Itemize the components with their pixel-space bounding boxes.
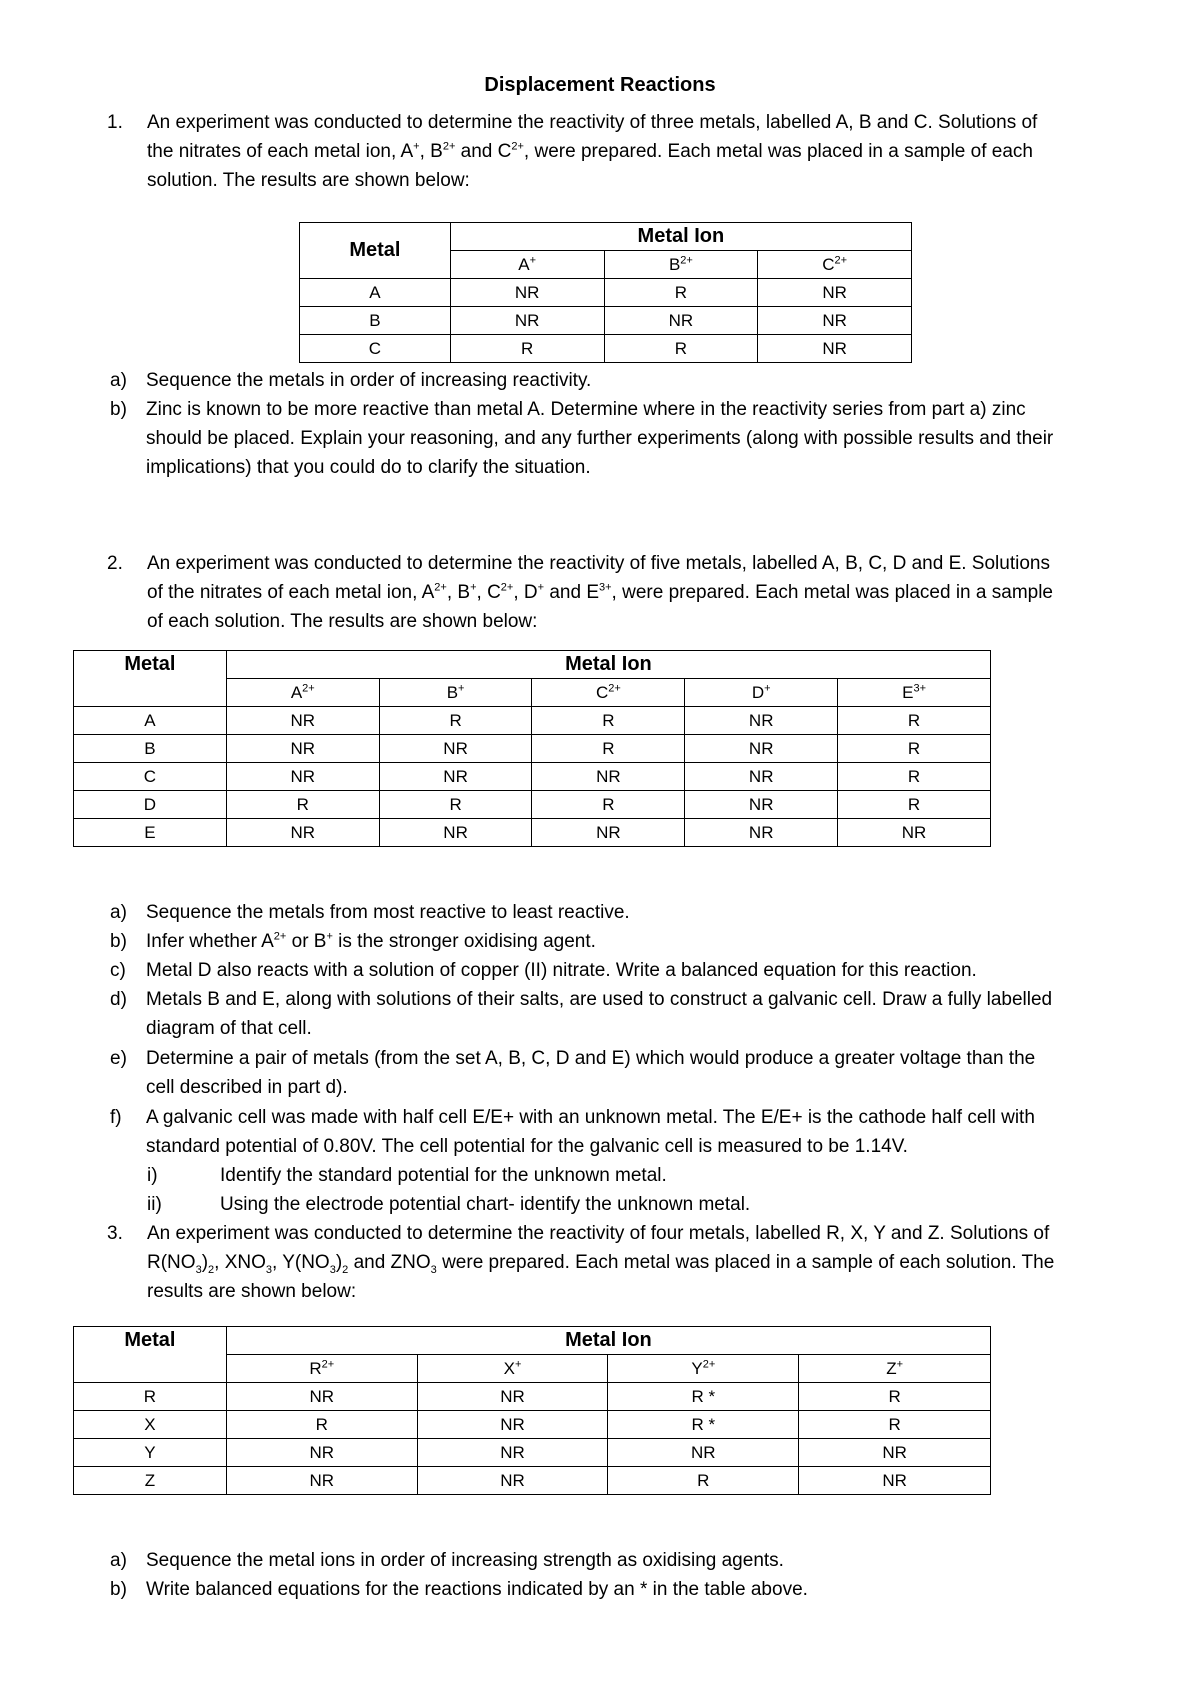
q3-part-a-text: Sequence the metal ions in order of increasing strength as oxidising agents. bbox=[146, 1550, 784, 1571]
q3-line-2: $R(NO_3)_2$, $XNO_3$, $Y(NO_3)_2$ and $ZNO_3$ were prepared. Each metal was placed in a sample of each solution. The bbox=[147, 1252, 1055, 1276]
q3-line-1: An experiment was conducted to determine the reactivity of four metals, labelled R, X, Y and Z. Solutions of bbox=[147, 1223, 1050, 1244]
result-cell: NR bbox=[758, 335, 912, 363]
part-label: a) bbox=[110, 370, 127, 391]
q2-part-f-i bbox=[147, 1161, 1150, 1190]
result-cell: NR bbox=[226, 735, 379, 763]
ion-header-c: $C^{2+}$ bbox=[532, 679, 685, 707]
result-cell: R bbox=[608, 1467, 799, 1495]
result-cell: NR bbox=[532, 819, 685, 847]
q2-part-a-text: Sequence the metals from most reactive to least reactive. bbox=[146, 902, 630, 923]
result-cell: NR bbox=[608, 1439, 799, 1467]
result-cell: R bbox=[532, 735, 685, 763]
q2-part-d bbox=[110, 985, 1156, 1043]
part-label: c) bbox=[110, 960, 126, 981]
table-row bbox=[74, 1467, 991, 1495]
part-label: b) bbox=[110, 399, 127, 420]
q1-line-1: An experiment was conducted to determine the reactivity of three metals, labelled A, B and C. Solutions of bbox=[147, 112, 1038, 133]
table-row bbox=[300, 279, 912, 307]
page-title: Displacement Reactions bbox=[484, 74, 716, 96]
q3-results-table bbox=[73, 1326, 991, 1495]
q1-part-a-text: Sequence the metals in order of increasing reactivity. bbox=[146, 370, 592, 391]
metal-header: Metal bbox=[300, 223, 451, 279]
result-cell: NR bbox=[450, 307, 604, 335]
question-2 bbox=[107, 549, 1157, 636]
q1-part-b bbox=[110, 395, 1156, 482]
result-cell: R bbox=[226, 1411, 417, 1439]
result-cell: NR bbox=[799, 1439, 991, 1467]
result-cell: NR bbox=[379, 819, 532, 847]
part-label: e) bbox=[110, 1048, 127, 1069]
part-label: d) bbox=[110, 989, 127, 1010]
q2-part-d-line-1: Metals B and E, along with solutions of their salts, are used to construct a galvanic cell. Draw a fully labelled bbox=[146, 989, 1053, 1010]
result-cell: NR bbox=[758, 307, 912, 335]
q1-part-b-line-1: Zinc is known to be more reactive than metal A. Determine where in the reactivity series from part a) zinc bbox=[146, 399, 1026, 420]
table-row bbox=[74, 763, 991, 791]
ion-header-e: $E^{3+}$ bbox=[838, 679, 991, 707]
metal-cell: E bbox=[74, 819, 227, 847]
result-cell: R bbox=[838, 707, 991, 735]
q2-part-f-i-text: Identify the standard potential for the unknown metal. bbox=[220, 1165, 667, 1186]
result-cell: NR bbox=[838, 819, 991, 847]
metal-cell: A bbox=[300, 279, 451, 307]
ion-header-y: $Y^{2+}$ bbox=[608, 1355, 799, 1383]
part-label: f) bbox=[110, 1107, 122, 1128]
q3-line-3: results are shown below: bbox=[147, 1281, 357, 1302]
ion-header-d: D+ bbox=[685, 679, 838, 707]
result-cell: NR bbox=[226, 707, 379, 735]
table-row bbox=[300, 307, 912, 335]
result-cell: R bbox=[799, 1383, 991, 1411]
metal-cell: R bbox=[74, 1383, 227, 1411]
metal-cell: B bbox=[300, 307, 451, 335]
table-row bbox=[74, 1411, 991, 1439]
result-cell: NR bbox=[226, 1439, 417, 1467]
ion-header-b: $B^{2+}$ bbox=[604, 251, 758, 279]
result-cell: NR bbox=[450, 279, 604, 307]
result-cell: R * bbox=[608, 1411, 799, 1439]
ion-header-b: B+ bbox=[379, 679, 532, 707]
question-number: 2. bbox=[107, 553, 123, 574]
metal-ion-header: Metal Ion bbox=[226, 1327, 990, 1355]
q2-part-e-line-1: Determine a pair of metals (from the set A, B, C, D and E) which would produce a greater voltage than the bbox=[146, 1048, 1036, 1069]
q2-line-2: of the nitrates of each metal ion, $A^{2+}$, B+, $C^{2+}$, D+ and $E^{3+}$, were prepared. Each metal was placed in a sample bbox=[147, 581, 1053, 603]
result-cell: R * bbox=[608, 1383, 799, 1411]
result-cell: NR bbox=[685, 791, 838, 819]
q2-part-a bbox=[110, 898, 1156, 927]
part-label: a) bbox=[110, 902, 127, 923]
q3-part-b bbox=[110, 1575, 1156, 1604]
result-cell: NR bbox=[226, 763, 379, 791]
result-cell: NR bbox=[417, 1411, 608, 1439]
q1-part-a bbox=[110, 366, 1156, 395]
result-cell: NR bbox=[758, 279, 912, 307]
result-cell: NR bbox=[685, 763, 838, 791]
result-cell: NR bbox=[226, 819, 379, 847]
q2-line-3: of each solution. The results are shown below: bbox=[147, 611, 538, 632]
result-cell: R bbox=[226, 791, 379, 819]
metal-cell: C bbox=[300, 335, 451, 363]
result-cell: NR bbox=[379, 735, 532, 763]
result-cell: R bbox=[379, 791, 532, 819]
result-cell: NR bbox=[799, 1467, 991, 1495]
result-cell: R bbox=[838, 763, 991, 791]
result-cell: NR bbox=[226, 1383, 417, 1411]
table-row bbox=[300, 335, 912, 363]
q2-part-c bbox=[110, 956, 1156, 985]
q2-part-f-ii-text: Using the electrode potential chart- identify the unknown metal. bbox=[220, 1194, 751, 1215]
table-row bbox=[74, 1439, 991, 1467]
result-cell: R bbox=[450, 335, 604, 363]
q2-part-b bbox=[110, 927, 1156, 956]
question-3 bbox=[107, 1219, 1157, 1306]
result-cell: NR bbox=[417, 1467, 608, 1495]
metal-ion-header: Metal Ion bbox=[226, 651, 990, 679]
q2-part-d-line-2: diagram of that cell. bbox=[146, 1018, 312, 1039]
q1-part-b-line-2: should be placed. Explain your reasoning, and any further experiments (along with possible results and their bbox=[146, 428, 1054, 449]
ion-header-x: X+ bbox=[417, 1355, 608, 1383]
result-cell: NR bbox=[417, 1383, 608, 1411]
result-cell: R bbox=[604, 279, 758, 307]
q2-part-e bbox=[110, 1044, 1156, 1102]
result-cell: NR bbox=[604, 307, 758, 335]
q2-part-f-line-2: standard potential of 0.80V. The cell potential for the galvanic cell is measured to be 1.14V. bbox=[146, 1136, 908, 1157]
metal-cell: Z bbox=[74, 1467, 227, 1495]
result-cell: R bbox=[604, 335, 758, 363]
q1-line-2: the nitrates of each metal ion, A+, $B^{2+}$ and $C^{2+}$, were prepared. Each metal was placed in a sample of each bbox=[147, 140, 1033, 162]
table-row bbox=[74, 1383, 991, 1411]
metal-cell: B bbox=[74, 735, 227, 763]
ion-header-a: $A^{2+}$ bbox=[226, 679, 379, 707]
part-label: ii) bbox=[147, 1194, 162, 1215]
part-label: i) bbox=[147, 1165, 158, 1186]
metal-cell: X bbox=[74, 1411, 227, 1439]
metal-cell: D bbox=[74, 791, 227, 819]
q2-results-table bbox=[73, 650, 991, 847]
result-cell: NR bbox=[685, 819, 838, 847]
table-row bbox=[74, 791, 991, 819]
q2-part-f-line-1: A galvanic cell was made with half cell E/E+ with an unknown metal. The E/E+ is the cathode half cell with bbox=[146, 1107, 1035, 1128]
table-row bbox=[74, 707, 991, 735]
result-cell: NR bbox=[417, 1439, 608, 1467]
part-label: b) bbox=[110, 1579, 127, 1600]
part-label: b) bbox=[110, 931, 127, 952]
question-1 bbox=[107, 108, 1157, 195]
result-cell: R bbox=[532, 707, 685, 735]
table-row bbox=[74, 735, 991, 763]
q2-part-c-text: Metal D also reacts with a solution of copper (II) nitrate. Write a balanced equation for this reaction. bbox=[146, 960, 977, 981]
q3-part-a bbox=[110, 1546, 1156, 1575]
result-cell: NR bbox=[532, 763, 685, 791]
q2-line-1: An experiment was conducted to determine the reactivity of five metals, labelled A, B, C, D and E. Solutions bbox=[147, 553, 1050, 574]
result-cell: NR bbox=[685, 707, 838, 735]
ion-header-r: $R^{2+}$ bbox=[226, 1355, 417, 1383]
metal-cell: C bbox=[74, 763, 227, 791]
metal-header: Metal bbox=[74, 1327, 227, 1383]
metal-cell: A bbox=[74, 707, 227, 735]
q3-part-b-text: Write balanced equations for the reactions indicated by an * in the table above. bbox=[146, 1579, 808, 1600]
result-cell: R bbox=[799, 1411, 991, 1439]
result-cell: R bbox=[838, 735, 991, 763]
metal-ion-header: Metal Ion bbox=[450, 223, 911, 251]
result-cell: R bbox=[379, 707, 532, 735]
part-label: a) bbox=[110, 1550, 127, 1571]
result-cell: R bbox=[838, 791, 991, 819]
question-number: 1. bbox=[107, 112, 123, 133]
ion-header-z: Z+ bbox=[799, 1355, 991, 1383]
result-cell: NR bbox=[226, 1467, 417, 1495]
metal-cell: Y bbox=[74, 1439, 227, 1467]
ion-header-a: A+ bbox=[450, 251, 604, 279]
q1-part-b-line-3: implications) that you could do to clarify the situation. bbox=[146, 457, 591, 478]
q1-results-table bbox=[299, 222, 912, 363]
q2-part-f-ii bbox=[147, 1190, 1150, 1219]
result-cell: NR bbox=[379, 763, 532, 791]
ion-header-c: $C^{2+}$ bbox=[758, 251, 912, 279]
table-row bbox=[74, 819, 991, 847]
q2-part-e-line-2: cell described in part d). bbox=[146, 1077, 348, 1098]
result-cell: R bbox=[532, 791, 685, 819]
q2-part-b-text: Infer whether $A^{2+}$ or B+ is the stronger oxidising agent. bbox=[146, 930, 596, 952]
metal-header: Metal bbox=[74, 651, 227, 707]
q2-part-f bbox=[110, 1103, 1156, 1161]
result-cell: NR bbox=[685, 735, 838, 763]
q1-line-3: solution. The results are shown below: bbox=[147, 170, 470, 191]
question-number: 3. bbox=[107, 1223, 123, 1244]
